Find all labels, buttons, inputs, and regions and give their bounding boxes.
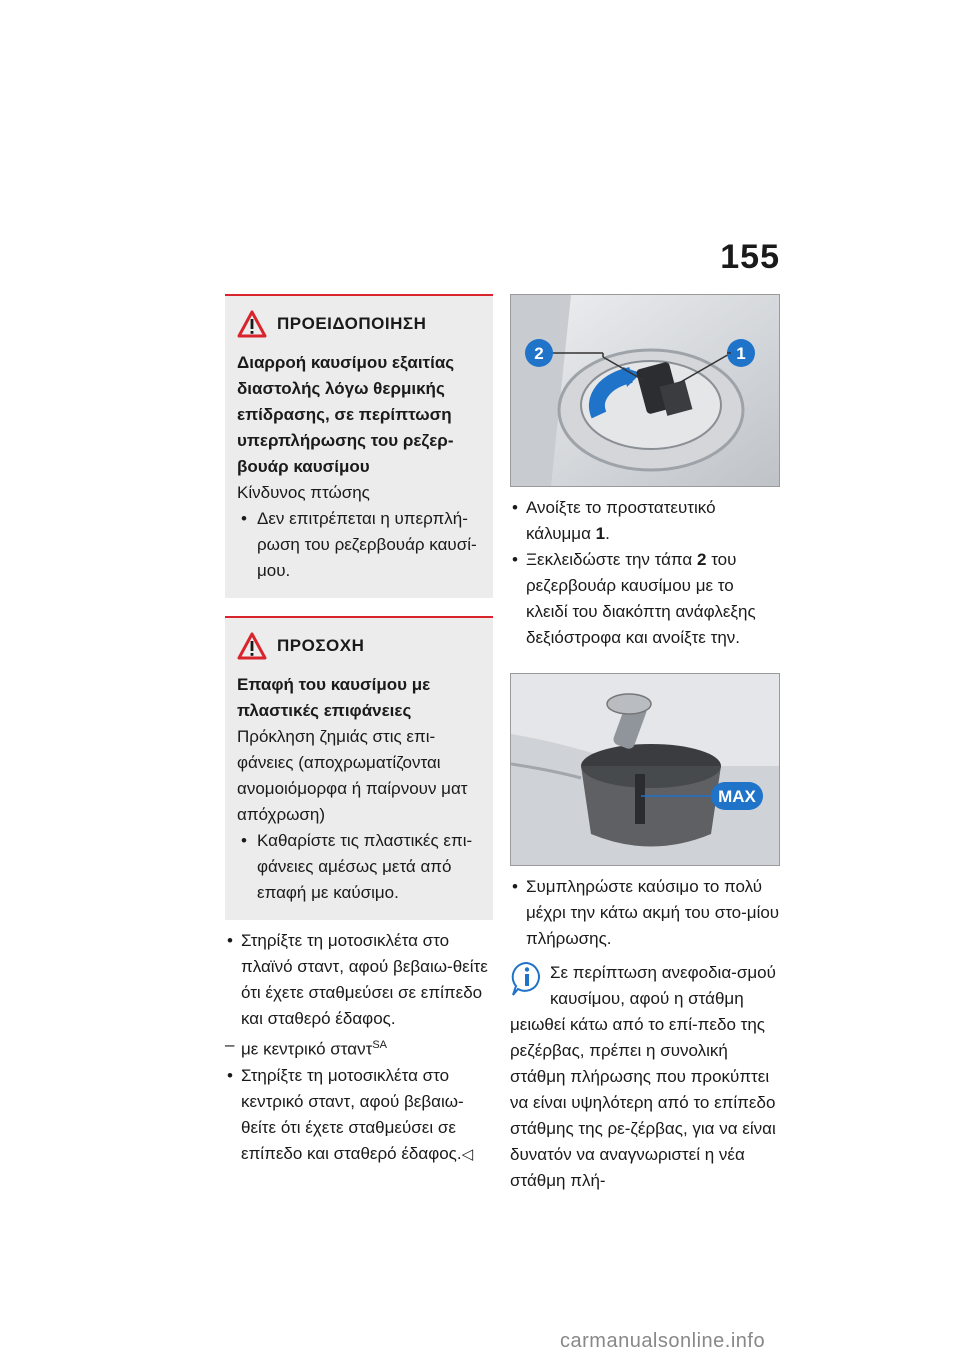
info-icon	[510, 960, 544, 998]
step-center-stand-text: Στηρίξτε τη μοτοσικλέτα στο κεντρικό σταντ, αφού βεβαιω-θείτε ότι έχετε σταθμεύσει σε επίπεδο και σταθερό έδαφος.	[241, 1065, 464, 1163]
warning-triangle-icon	[237, 310, 267, 338]
option-center-stand	[225, 1032, 493, 1063]
caution-text: Πρόκληση ζημιάς στις επι-φάνειες (αποχρωματίζονται ανομοιόμορφα ή παίρνουν ματ απόχρωση)	[237, 727, 468, 824]
fill-step-block	[510, 874, 780, 952]
warning-bullet: • Δεν επιτρέπεται η υπερπλή-ρωση του ρεζερβουάρ καυσί-μου.	[237, 506, 481, 584]
fuel-max-figure	[510, 673, 780, 866]
step-center-stand	[225, 1063, 493, 1168]
caution-subtitle: Επαφή του καυσίμου με πλαστικές επιφάνειες	[237, 675, 431, 720]
option-center-stand-label: με κεντρικό σταντ	[241, 1039, 373, 1059]
info-note	[510, 960, 780, 1194]
sa-superscript: SA	[372, 1039, 388, 1051]
info-note-text: Σε περίπτωση ανεφοδια-σμού καυσίμου, αφού η στάθμη μειωθεί κάτω από το επί-πεδο της ρεζέρβας, πρέπει η συνολική στάθμη πλήρωσης που προκύπτει να είναι υψηλότερη από το επίπεδο στάθμης της ρε-ζέρβας, για να είναι δυνατόν να αναγνωριστεί η νέα στάθμη πλή-	[510, 963, 776, 1190]
warning-subtitle: Διαρροή καυσίμου εξαιτίας διαστολής λόγω θερμικής επίδρασης, σε περίπτωση υπερπλήρωσης του ρεζερ-βουάρ καυσίμου	[237, 353, 455, 476]
footer-watermark: carmanualsonline.info	[560, 1330, 766, 1352]
left-steps	[225, 928, 493, 1168]
warning-label: ΠΡΟΕΙΔΟΠΟΙΗΣΗ	[277, 314, 427, 333]
step-open-cover-text: Ανοίξτε το προστατευτικό κάλυμμα	[526, 498, 716, 543]
warning-box	[225, 294, 493, 598]
step-unlock-cap-pre: Ξεκλειδώστε την τάπα	[526, 550, 693, 569]
caution-triangle-icon	[237, 632, 267, 660]
step-unlock-cap	[510, 547, 780, 651]
caution-bullet: • Καθαρίστε τις πλαστικές επι-φάνειες αμέσως μετά από επαφή με καύσιμο.	[237, 828, 481, 906]
right-column	[510, 294, 780, 1194]
callout-1-label: 1	[736, 344, 746, 363]
step-fill-fuel: • Συμπληρώστε καύσιμο το πολύ μέχρι την κάτω ακμή του στο-μίου πλήρωσης.	[510, 874, 780, 952]
caution-header	[237, 632, 481, 660]
caution-label: ΠΡΟΣΟΧΗ	[277, 636, 365, 655]
step-unlock-cap-ref: 2	[696, 550, 707, 569]
left-column	[225, 294, 493, 1168]
warning-text: Κίνδυνος πτώσης	[237, 483, 370, 502]
fuel-cap-figure	[510, 294, 780, 487]
callout-2-label: 2	[534, 344, 544, 363]
caution-box	[225, 616, 493, 920]
step-side-stand: • Στηρίξτε τη μοτοσικλέτα στο πλαϊνό σταντ, αφού βεβαιω-θείτε ότι έχετε σταθμεύσει σε επίπεδο και σταθερό έδαφος.	[225, 928, 493, 1032]
page-number: 155	[720, 238, 780, 276]
fuel-cap-illustration	[511, 295, 779, 486]
right-steps	[510, 495, 780, 651]
step-unlock-cap-post: του ρεζερβουάρ καυσίμου με το κλειδί του διακόπτη ανάφλεξης δεξιόστροφα και ανοίξτε την.	[526, 550, 756, 647]
max-callout-label: MAX	[718, 787, 756, 806]
fuel-filler-illustration	[511, 674, 779, 865]
warning-header	[237, 310, 481, 338]
step-open-cover-ref: 1	[595, 524, 606, 543]
end-mark-icon: ◁	[461, 1145, 474, 1163]
step-open-cover: • Ανοίξτε το προστατευτικό κάλυμμα 1.	[510, 495, 780, 547]
